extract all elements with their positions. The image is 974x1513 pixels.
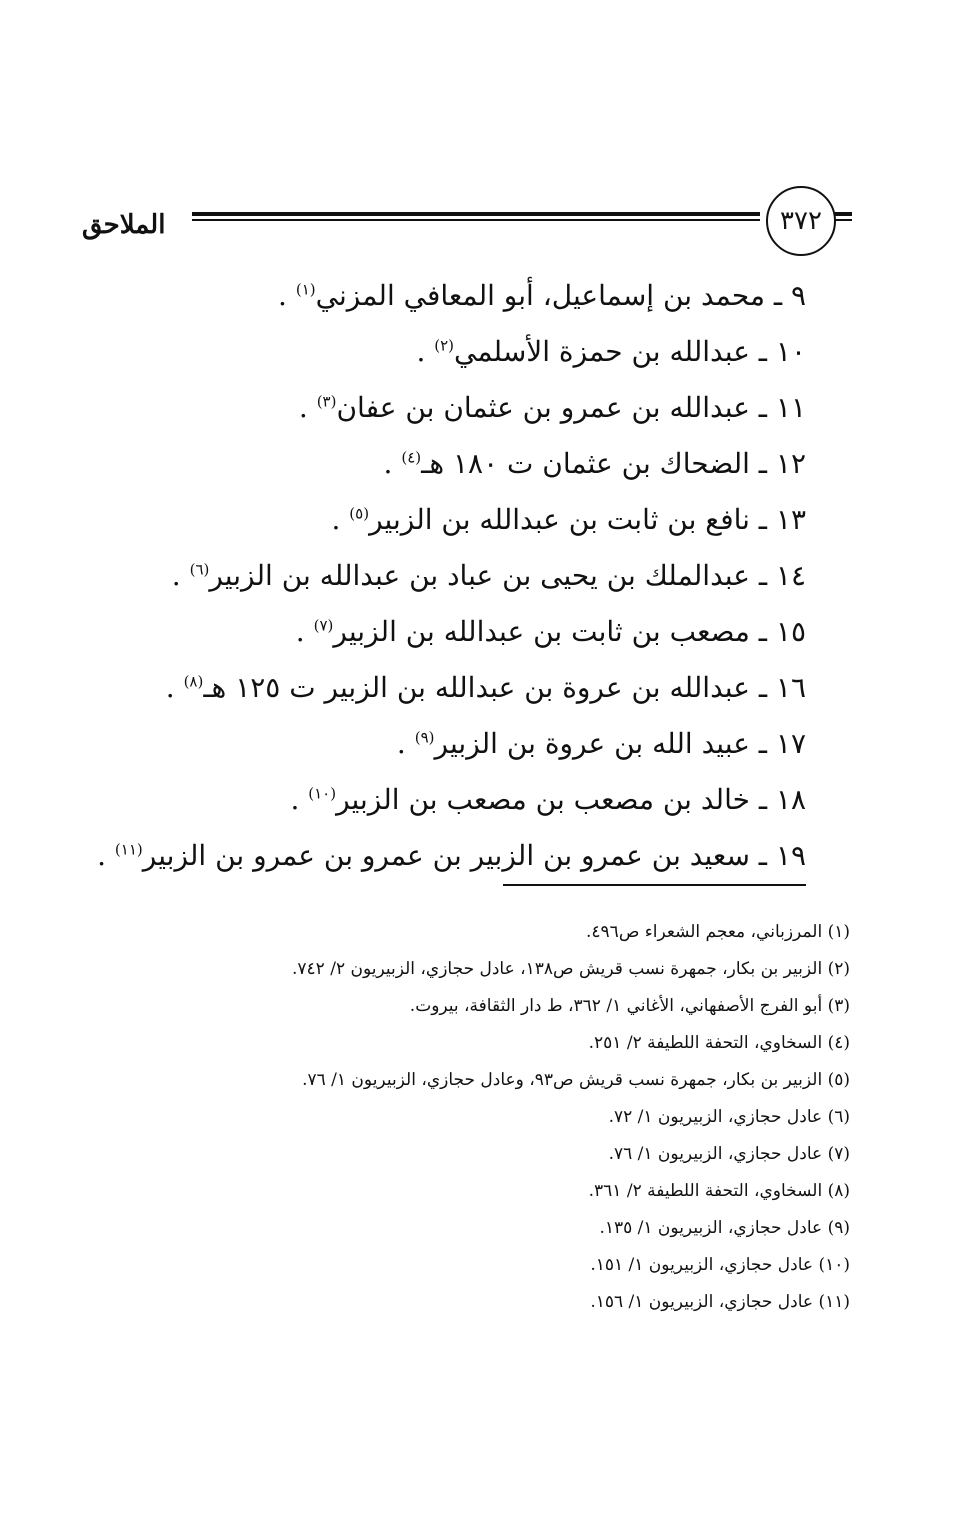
entry [156, 324, 806, 380]
entry-text: ١٩ ـ سعيد بن عمرو بن الزبير بن عمرو بن عمرو بن الزبير [142, 839, 806, 872]
footnote: (٦) عادل حجازي، الزبيريون ١/ ٧٢. [608, 1107, 850, 1127]
entry [156, 268, 806, 324]
footnote-ref: (٨) [183, 672, 204, 691]
footnote-ref: (١١) [114, 840, 143, 859]
footnote: (٧) عادل حجازي، الزبيريون ١/ ٧٦. [608, 1144, 850, 1164]
section-title: الملاحق [82, 210, 166, 240]
footnote: (٣) أبو الفرج الأصفهاني، الأغاني ١/ ٣٦٢، ط دار الثقافة، بيروت. [409, 996, 850, 1016]
entry-end: . [97, 839, 106, 872]
page-header [82, 196, 852, 266]
entry-text: ٩ ـ محمد بن إسماعيل، أبو المعافي المزني [315, 279, 806, 312]
footnote-ref: (٤) [401, 448, 422, 467]
entry-text: ١٦ ـ عبدالله بن عروة بن عبدالله بن الزبير ت ١٢٥ هـ [203, 671, 806, 704]
entry-end: . [331, 503, 341, 536]
footnote-ref: (٧) [313, 616, 334, 635]
entry [156, 380, 806, 436]
entry-end: . [295, 615, 305, 648]
entry [97, 828, 806, 884]
footnote-ref: (١٠) [308, 784, 337, 803]
entry-end: . [165, 671, 175, 704]
footnote: (٩) عادل حجازي، الزبيريون ١/ ١٣٥. [599, 1218, 850, 1238]
page-number: ٣٧٢ [766, 186, 836, 256]
footnote-separator [503, 884, 806, 886]
entry-text: ١٢ ـ الضحاك بن عثمان ت ١٨٠ هـ [421, 447, 806, 480]
entry [156, 492, 806, 548]
footnote-ref: (١) [295, 280, 316, 299]
footnote-ref: (٩) [414, 728, 435, 747]
footnote: (١) المرزباني، معجم الشعراء ص٤٩٦. [586, 922, 850, 942]
footnote: (٥) الزبير بن بكار، جمهرة نسب قريش ص٩٣، وعادل حجازي، الزبيريون ١/ ٧٦. [302, 1070, 850, 1090]
entry-text: ١٧ ـ عبيد الله بن عروة بن الزبير [434, 727, 806, 760]
entry-text: ١٥ ـ مصعب بن ثابت بن عبدالله بن الزبير [333, 615, 806, 648]
entry-end: . [416, 335, 426, 368]
entry-end: . [278, 279, 287, 312]
entries-list [97, 268, 806, 884]
footnote-ref: (٦) [189, 560, 210, 579]
footnote: (٤) السخاوي، التحفة اللطيفة ٢/ ٢٥١. [588, 1033, 850, 1053]
entry-end: . [290, 783, 300, 816]
entry [156, 772, 806, 828]
entry [156, 716, 806, 772]
entry [156, 660, 806, 716]
entry-text: ١٠ ـ عبدالله بن حمزة الأسلمي [454, 335, 806, 368]
entry-end: . [298, 391, 308, 424]
entry-text: ١٣ ـ نافع بن ثابت بن عبدالله بن الزبير [369, 503, 806, 536]
footnote: (١٠) عادل حجازي، الزبيريون ١/ ١٥١. [590, 1255, 850, 1275]
footnote-ref: (٢) [434, 336, 455, 355]
header-rule [192, 212, 760, 221]
entry-end: . [171, 559, 181, 592]
footnote: (٨) السخاوي، التحفة اللطيفة ٢/ ٣٦١. [588, 1181, 850, 1201]
entry-text: ١٨ ـ خالد بن مصعب بن مصعب بن الزبير [336, 783, 806, 816]
footnotes-list [120, 914, 850, 1321]
entry-end: . [396, 727, 406, 760]
footnote-ref: (٥) [349, 504, 370, 523]
entry-end: . [383, 447, 393, 480]
entry-text: ١٤ ـ عبدالملك بن يحيى بن عباد بن عبدالله بن الزبير [209, 559, 806, 592]
header-rule-end [834, 212, 852, 221]
footnote: (١١) عادل حجازي، الزبيريون ١/ ١٥٦. [590, 1292, 850, 1312]
footnote-ref: (٣) [316, 392, 337, 411]
entry-text: ١١ ـ عبدالله بن عمرو بن عثمان بن عفان [336, 391, 806, 424]
entry [156, 604, 806, 660]
entry [156, 436, 806, 492]
footnote: (٢) الزبير بن بكار، جمهرة نسب قريش ص١٣٨، عادل حجازي، الزبيريون ٢/ ٧٤٢. [292, 959, 850, 979]
entry [156, 548, 806, 604]
